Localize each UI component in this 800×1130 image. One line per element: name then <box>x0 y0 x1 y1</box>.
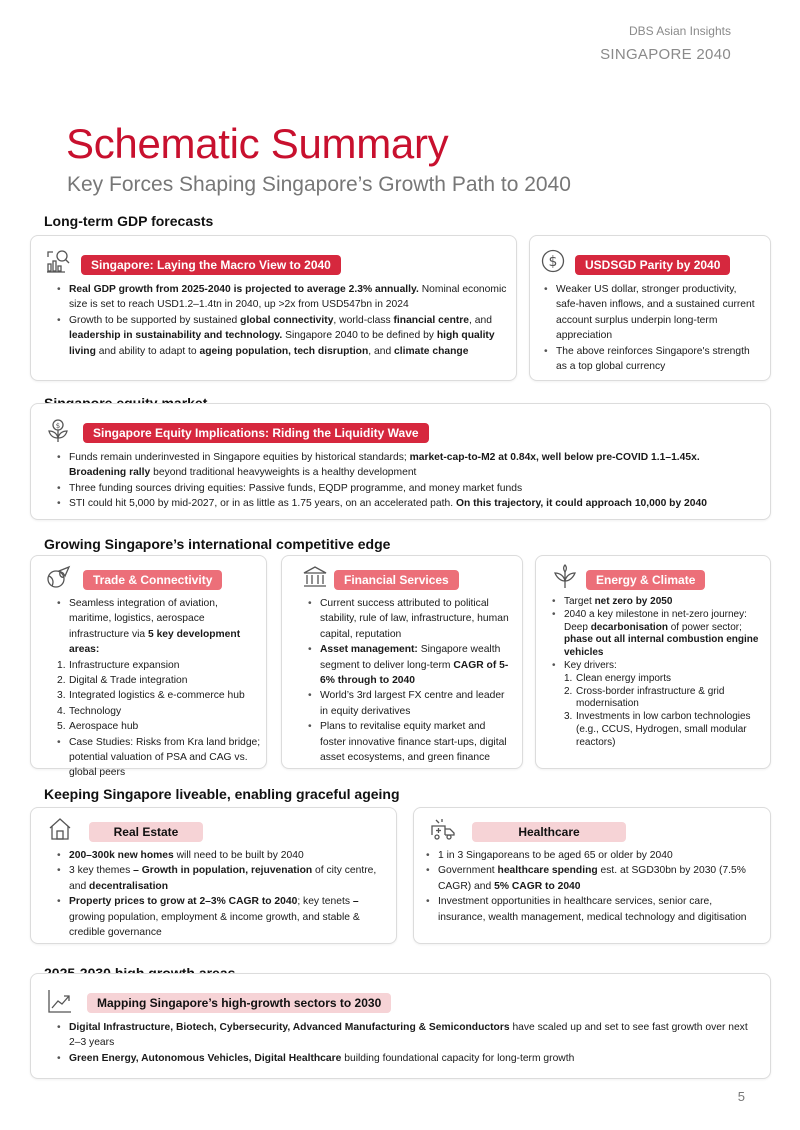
section-title-edge: Growing Singapore’s international competitive edge <box>44 536 398 552</box>
bank-icon <box>302 564 328 590</box>
card-usdsgd <box>529 235 771 381</box>
trade-area: 2. Digital & Trade integration <box>57 675 188 687</box>
macro-bullet-2: • Growth to be supported by sustained global connectivity, world-class financial centre, and leadership in sustainability and technology. Singapore 2040 to be defined by high quality living and ability to adapt to ageing population, tech disruption, and climate change <box>57 313 507 359</box>
card-equity <box>30 403 771 520</box>
trade-bullet-1: • Seamless integration of aviation, maritime, logistics, aerospace infrastructure via 5 key development areas: 1. Infrastructure expansion 2. Digital & Trade integration 3. Integrated logistics & e-commerce hub 4. Technology 5. Aerospace hub <box>57 596 262 735</box>
report-name: SINGAPORE 2040 <box>600 46 731 63</box>
dollar-icon <box>540 248 566 274</box>
page-number: 5 <box>737 1089 745 1104</box>
financial-bullet-1: • Current success attributed to political stability, rule of law, infrastructure, human capital, reputation <box>308 596 513 642</box>
airplane-globe-icon <box>45 564 71 590</box>
energy-driver: 2. Cross-border infrastructure & grid modernisation <box>564 685 725 710</box>
ambulance-icon <box>430 816 456 842</box>
card-macro <box>30 235 517 381</box>
equity-bullet-1: • Funds remain underinvested in Singapore equities by historical standards; market-cap-to-M2 at 0.84x, well below pre-COVID 1.1–1.45x. Broadening rally beyond traditional heavyweights is a healthy development <box>57 450 757 481</box>
usdsgd-bullet-1: • Weaker US dollar, stronger productivity, safe-haven inflows, and a sustained current account surplus underpin long-term appreciation <box>544 282 762 344</box>
macro-bullet-1: • Real GDP growth from 2025-2040 is projected to average 2.3% annually. Nominal economic size is set to reach USD1.2–1.4tn in 2040, up >2x from USD547bn in 2024 <box>57 282 507 313</box>
growth-bullet-1: • Digital Infrastructure, Biotech, Cybersecurity, Advanced Manufacturing & Semiconductors have scaled up and set to see fast growth over next 2–3 years <box>57 1020 757 1051</box>
house-icon <box>47 816 73 842</box>
healthcare-bullet-1: • 1 in 3 Singaporeans to be aged 65 or older by 2040 <box>426 848 761 863</box>
leaf-icon <box>552 564 578 590</box>
section-title-gdp: Long-term GDP forecasts <box>44 213 221 229</box>
trade-bullet-2: • Case Studies: Risks from Kra land bridge; potential valuation of PSA and CAG vs. global peers <box>57 735 262 781</box>
chart-search-icon <box>45 248 71 274</box>
healthcare-bullet-3: • Investment opportunities in healthcare services, senior care, insurance, wealth management, medical technology and digitisation <box>426 894 761 925</box>
energy-driver: 1. Clean energy imports <box>564 672 672 684</box>
trade-area: 4. Technology <box>57 705 122 717</box>
usdsgd-bullet-2: • The above reinforces Singapore's strength as a top global currency <box>544 344 762 375</box>
realestate-label: Real Estate <box>89 822 203 842</box>
section-title-liveable: Keeping Singapore liveable, enabling graceful ageing <box>44 786 408 802</box>
usdsgd-label: USDSGD Parity by 2040 <box>575 255 730 275</box>
macro-label: Singapore: Laying the Macro View to 2040 <box>81 255 341 275</box>
trade-area: 1. Infrastructure expansion <box>57 659 180 671</box>
equity-bullet-3: • STI could hit 5,000 by mid-2027, or in as little as 1.75 years, on an accelerated path. On this trajectory, it could approach 10,000 by 2040 <box>57 496 757 511</box>
trade-area: 5. Aerospace hub <box>57 721 139 733</box>
energy-driver: 3. Investments in low carbon technologies (e.g., CCUS, Hydrogen, small modular reactors) <box>564 711 751 748</box>
realestate-bullet-1: • 200–300k new homes will need to be built by 2040 <box>57 848 387 863</box>
realestate-bullet-2: • 3 key themes – Growth in population, rejuvenation of city centre, and decentralisation <box>57 863 387 894</box>
financial-bullet-3: • World’s 3rd largest FX centre and leader in equity derivatives <box>308 688 513 719</box>
energy-bullet-3: • Key drivers: 1. Clean energy imports 2. Cross-border infrastructure & grid modernisation 3. Investments in low carbon technologies (e.g., CCUS, Hydrogen, small modular reactors) <box>552 660 764 750</box>
trade-label: Trade & Connectivity <box>83 570 222 590</box>
page-subtitle: Key Forces Shaping Singapore’s Growth Path to 2040 <box>67 173 571 196</box>
card-financial <box>281 555 523 769</box>
energy-bullet-1: • Target net zero by 2050 <box>552 596 764 609</box>
financial-label: Financial Services <box>334 570 459 590</box>
money-plant-icon <box>45 418 71 444</box>
energy-bullet-2: • 2040 a key milestone in net-zero journey: Deep decarbonisation of power sector; phase out all internal combustion engine vehicles <box>552 609 764 660</box>
report-brand: DBS Asian Insights <box>628 24 731 38</box>
growth-bullet-2: • Green Energy, Autonomous Vehicles, Digital Healthcare building foundational capacity for long-term growth <box>57 1051 757 1066</box>
energy-label: Energy & Climate <box>586 570 705 590</box>
svg-text:$: $ <box>548 254 558 270</box>
card-trade <box>30 555 267 779</box>
card-growth <box>30 973 771 1079</box>
financial-bullet-2: • Asset management: Singapore wealth segment to deliver long-term CAGR of 5-6% through to 2040 <box>308 642 513 688</box>
svg-text:$: $ <box>55 422 61 430</box>
growth-label: Mapping Singapore’s high-growth sectors to 2030 <box>87 993 391 1013</box>
card-realestate <box>30 807 397 944</box>
trend-up-icon <box>47 988 73 1014</box>
healthcare-label: Healthcare <box>472 822 626 842</box>
equity-label: Singapore Equity Implications: Riding the Liquidity Wave <box>83 423 429 443</box>
card-energy <box>535 555 771 769</box>
healthcare-bullet-2: • Government healthcare spending est. at SGD30bn by 2030 (7.5% CAGR) and 5% CAGR to 2040 <box>426 863 761 894</box>
card-healthcare <box>413 807 771 944</box>
trade-area: 3. Integrated logistics & e-commerce hub <box>57 690 245 702</box>
page-title: Schematic Summary <box>66 120 449 167</box>
financial-bullet-4: • Plans to revitalise equity market and foster innovative finance start-ups, digital asset ecosystems, and green finance <box>308 719 513 765</box>
equity-bullet-2: • Three funding sources driving equities: Passive funds, EQDP programme, and money market funds <box>57 481 757 496</box>
realestate-bullet-3: • Property prices to grow at 2–3% CAGR to 2040; key tenets – growing population, employment & income growth, and stable & credible governance <box>57 894 387 940</box>
